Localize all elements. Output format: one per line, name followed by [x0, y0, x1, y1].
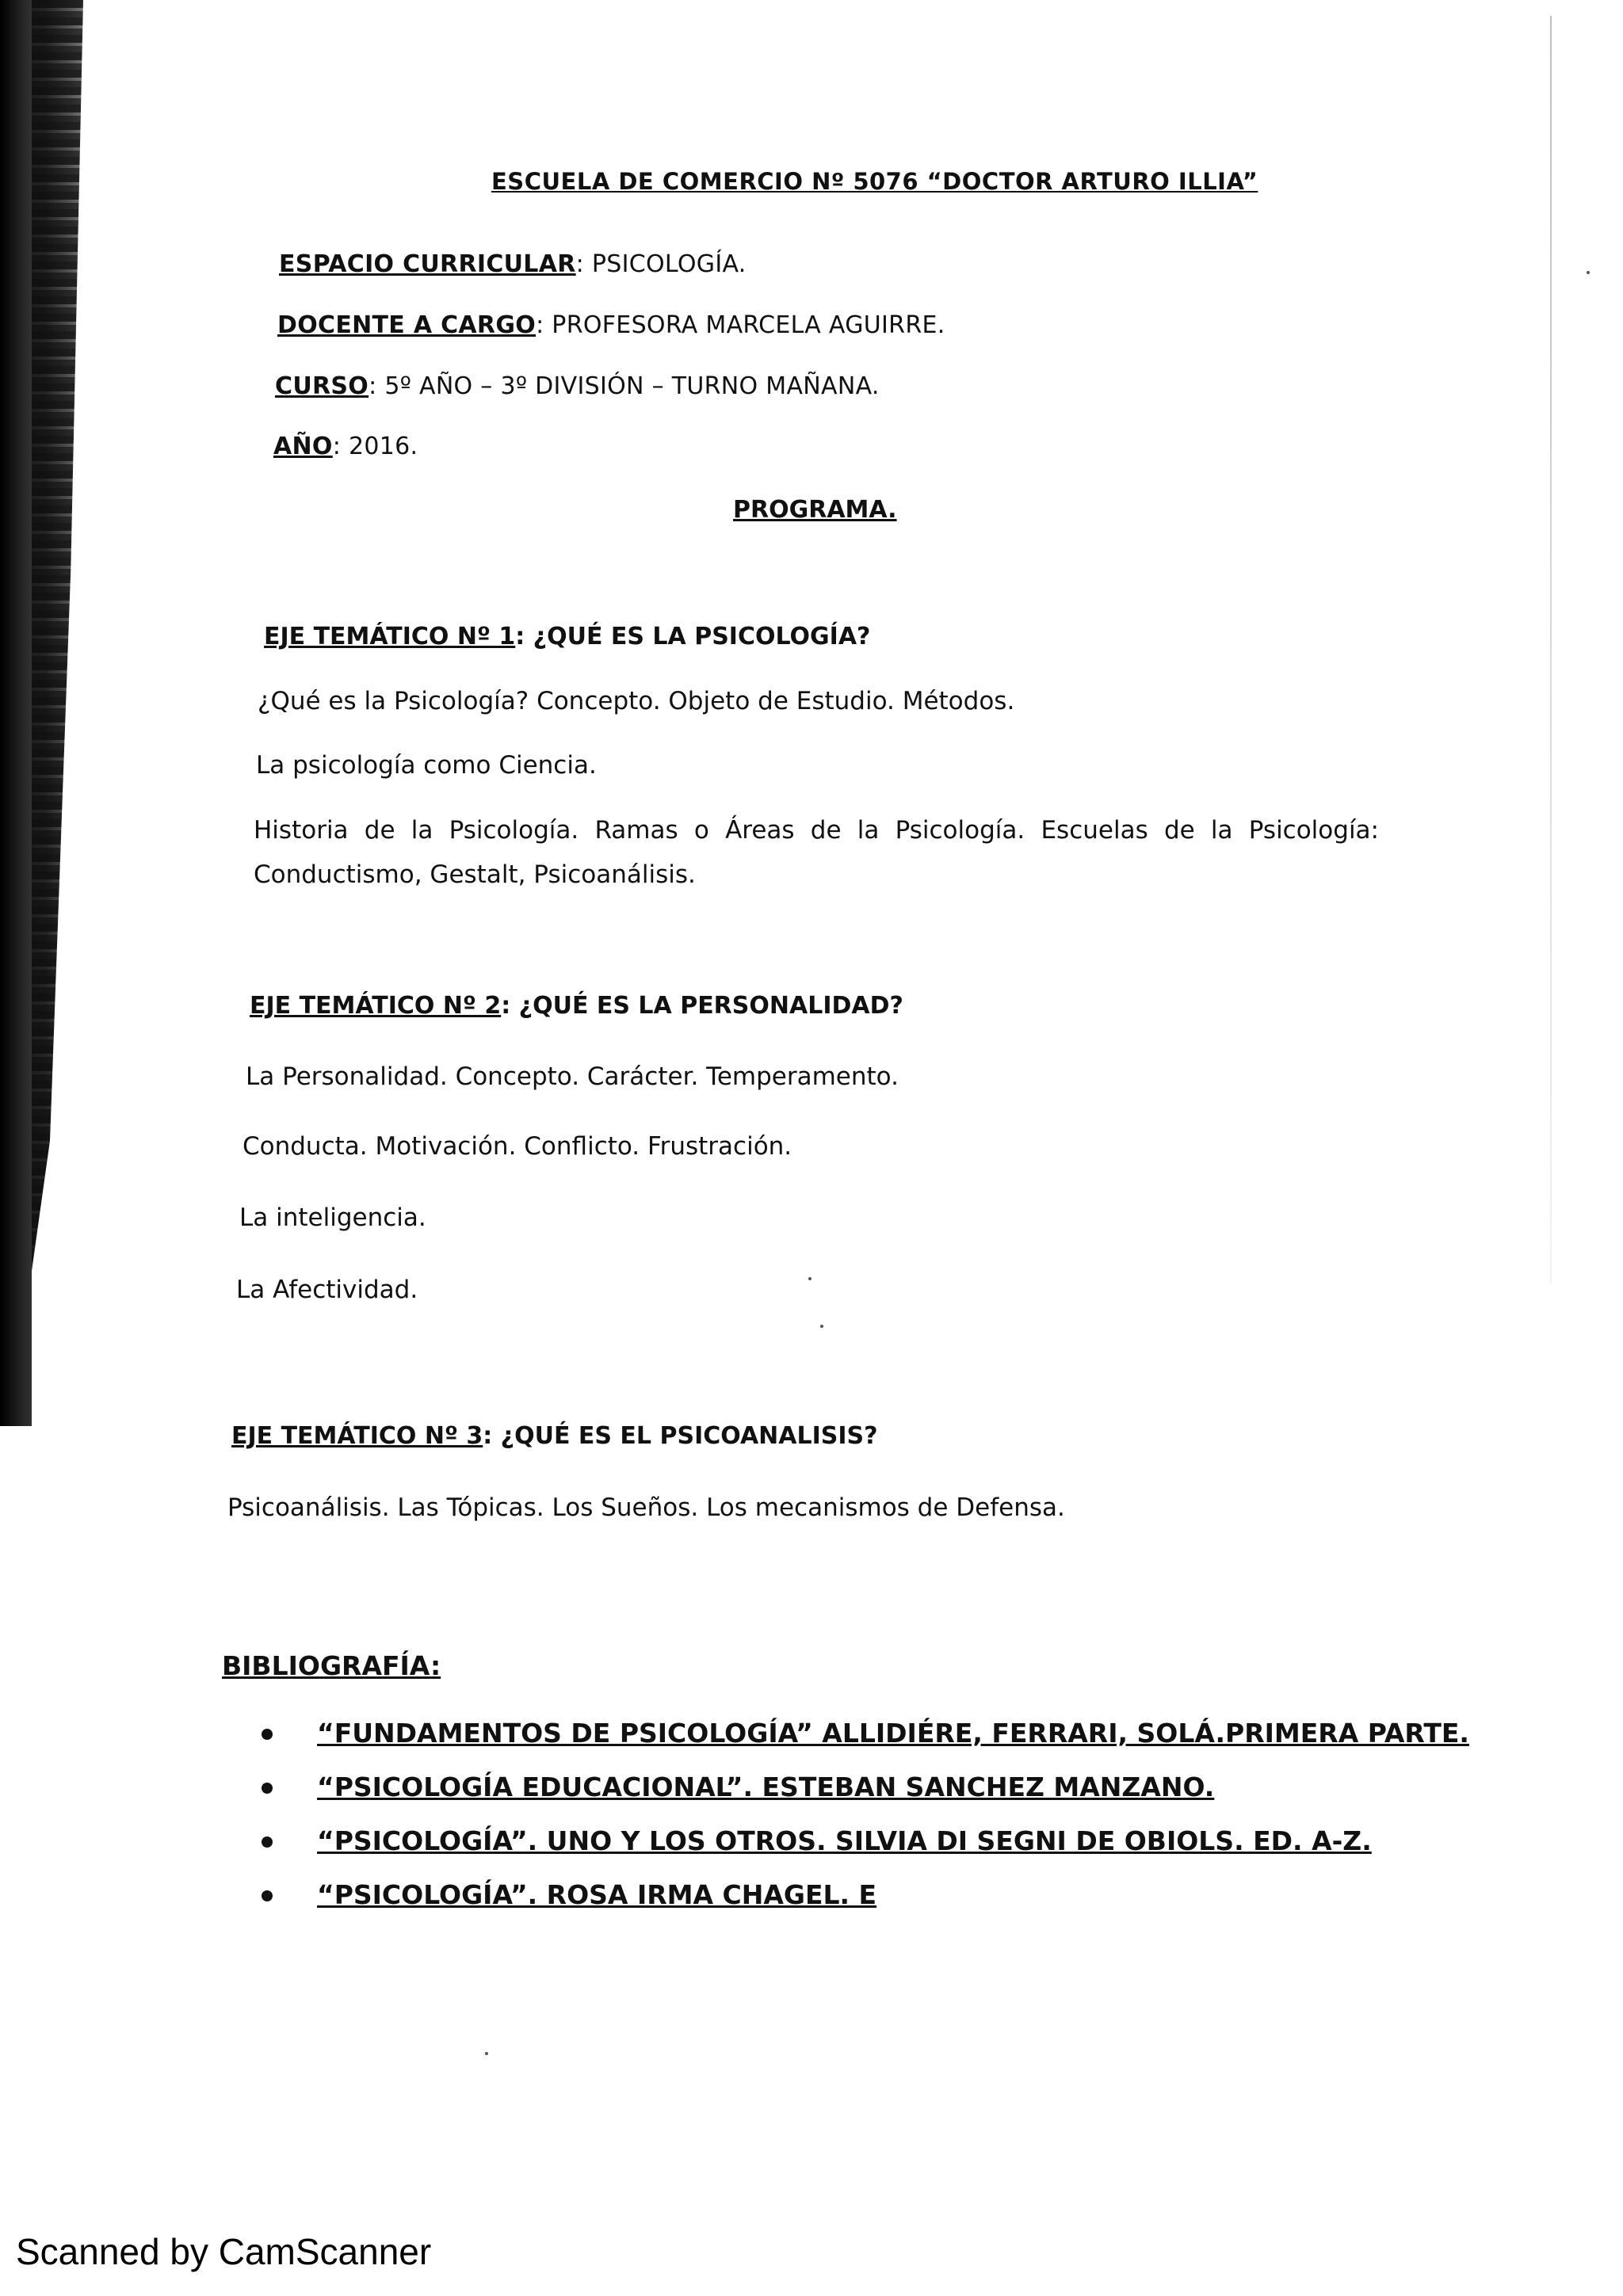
eje2-line-4: La Afectividad. [236, 1276, 418, 1304]
scan-speck [485, 2052, 488, 2055]
eje1-heading [264, 623, 870, 650]
bibliografia-item: “PSICOLOGÍA EDUCACIONAL”. ESTEBAN SANCHEZ MANZANO. [262, 1772, 1469, 1825]
binder-shadow [0, 0, 32, 1426]
curso [275, 372, 880, 400]
curso-value: : 5º AÑO – 3º DIVISIÓN – TURNO MAÑANA. [369, 372, 880, 400]
eje1-line-2: La psicología como Ciencia. [256, 751, 597, 780]
bibliografia-item: “PSICOLOGÍA”. UNO Y LOS OTROS. SILVIA DI SEGNI DE OBIOLS. ED. A-Z. [262, 1825, 1469, 1879]
anio-label: AÑO [273, 433, 333, 460]
bibliografia-list [262, 1718, 1469, 1933]
scanner-watermark: Scanned by CamScanner [16, 2231, 432, 2272]
eje1-line-3: Historia de la Psicología. Ramas o Áreas de la Psicología. Escuelas de la Psicología: Conductismo, Gestalt, Psicoanálisis. [254, 816, 1379, 889]
bibliografia-item: “FUNDAMENTOS DE PSICOLOGÍA” ALLIDIÉRE, FERRARI, SOLÁ.PRIMERA PARTE. [262, 1718, 1469, 1772]
bullet-icon [262, 1836, 273, 1848]
bullet-icon [262, 1783, 273, 1794]
school-title: ESCUELA DE COMERCIO Nº 5076 “DOCTOR ARTURO ILLIA” [491, 168, 1258, 195]
docente-label: DOCENTE A CARGO [277, 311, 537, 339]
docente-a-cargo [277, 311, 945, 339]
eje3-question: : ¿QUÉ ES EL PSICOANALISIS? [483, 1422, 878, 1450]
eje2-line-1: La Personalidad. Concepto. Carácter. Temperamento. [246, 1062, 899, 1091]
eje2-label: EJE TEMÁTICO Nº 2 [250, 992, 502, 1020]
bibliografia-item: “PSICOLOGÍA”. ROSA IRMA CHAGEL. E [262, 1879, 1469, 1933]
docente-value: : PROFESORA MARCELA AGUIRRE. [536, 311, 945, 339]
eje2-heading [250, 992, 903, 1020]
eje1-line-1: ¿Qué es la Psicología? Concepto. Objeto de Estudio. Métodos. [258, 687, 1015, 715]
scan-speck [820, 1325, 823, 1328]
page-fold-line [1550, 16, 1552, 1283]
bullet-icon [262, 1729, 273, 1740]
eje3-label: EJE TEMÁTICO Nº 3 [231, 1422, 483, 1450]
eje2-line-2: Conducta. Motivación. Conflicto. Frustración. [242, 1132, 792, 1161]
eje3-heading [231, 1422, 878, 1450]
espacio-curricular [279, 250, 747, 278]
eje1-label: EJE TEMÁTICO Nº 1 [264, 623, 516, 650]
bibliografia-title: BIBLIOGRAFÍA: [222, 1650, 441, 1681]
scan-speck [808, 1277, 812, 1280]
eje1-question: : ¿QUÉ ES LA PSICOLOGÍA? [515, 623, 871, 650]
scan-speck [1587, 271, 1590, 274]
eje2-line-3: La inteligencia. [239, 1203, 426, 1232]
espacio-value: : PSICOLOGÍA. [575, 250, 747, 278]
eje2-question: : ¿QUÉ ES LA PERSONALIDAD? [501, 992, 903, 1020]
espacio-label: ESPACIO CURRICULAR [279, 250, 576, 278]
curso-label: CURSO [275, 372, 369, 400]
bullet-icon [262, 1890, 273, 1901]
anio-value: : 2016. [332, 433, 418, 460]
anio [273, 433, 418, 460]
eje3-line-1: Psicoanálisis. Las Tópicas. Los Sueños. Los mecanismos de Defensa. [227, 1493, 1065, 1522]
program-title: PROGRAMA. [733, 496, 897, 524]
